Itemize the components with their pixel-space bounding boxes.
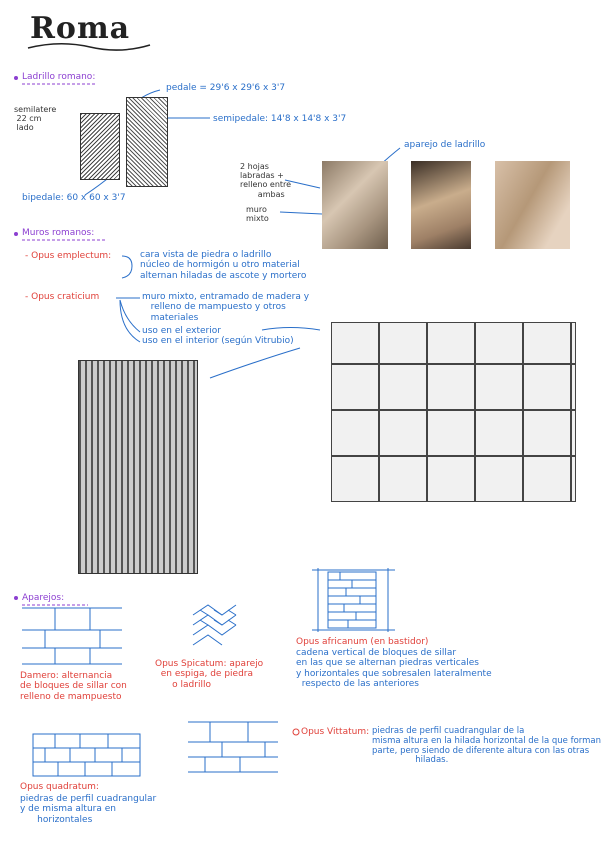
africanum-lines: cadena vertical de bloques de sillar en las que se alternan piedras verticales y horizontales que sobresalen lateralmente respecto de las anteriores <box>296 648 492 690</box>
craticium-title: - Opus craticium <box>25 292 100 302</box>
wall-photo-3 <box>495 161 570 249</box>
timber-frame-drawing <box>331 322 576 502</box>
brick-sketch-image-2 <box>126 97 168 187</box>
pedale-label: pedale = 29'6 x 29'6 x 3'7 <box>166 83 286 93</box>
africanum-title: Opus africanum (en bastidor) <box>296 637 429 647</box>
craticium-lines: muro mixto, entramado de madera y relleno de mampuesto y otros materiales <box>142 292 310 323</box>
vittatum-title: Opus Vittatum: <box>301 727 370 737</box>
semilatere-label: semilatere 22 cm lado <box>14 105 57 133</box>
ladrillo-heading: Ladrillo romano: <box>22 72 96 82</box>
aparejos-heading: Aparejos: <box>22 593 65 603</box>
quadratum-title: Opus quadratum: <box>20 782 99 792</box>
muro-mixto-label: muro mixto <box>246 205 269 224</box>
uso-lines: uso en el exterior uso en el interior (según Vitrubio) <box>142 326 294 347</box>
damero-text: Damero: alternancia de bloques de sillar con relleno de mampuesto <box>20 671 127 702</box>
emplectum-lines: cara vista de piedra o ladrillo núcleo de hormigón u otro material alternan hiladas de ascote y mortero <box>140 250 307 281</box>
vittatum-lines: piedras de perfil cuadrangular de la misma altura en la hilada horizontal de la que forman parte, pero siendo de diferente altura con las otras hiladas. <box>372 726 601 766</box>
brick-sketch-image <box>80 113 120 180</box>
emplectum-title: - Opus emplectum: <box>25 251 112 261</box>
bipedale-label: bipedale: 60 x 60 x 3'7 <box>22 193 126 203</box>
wall-photo-1 <box>322 161 388 249</box>
semipedale-label: semipedale: 14'8 x 14'8 x 3'7 <box>213 114 347 124</box>
muros-heading: Muros romanos: <box>22 228 95 238</box>
wall-photo-2 <box>411 161 471 249</box>
spicatum-text: Opus Spicatum: aparejo en espiga, de piedra o ladrillo <box>155 659 264 690</box>
wall-section-drawing <box>78 360 198 574</box>
quadratum-lines: piedras de perfil cuadrangular y de misma altura en horizontales <box>20 794 157 825</box>
hojas-label: 2 hojas labradas + relleno entre ambas <box>240 162 292 199</box>
page-title: Roma <box>30 11 131 46</box>
aparejo-label: aparejo de ladrillo <box>404 140 486 150</box>
